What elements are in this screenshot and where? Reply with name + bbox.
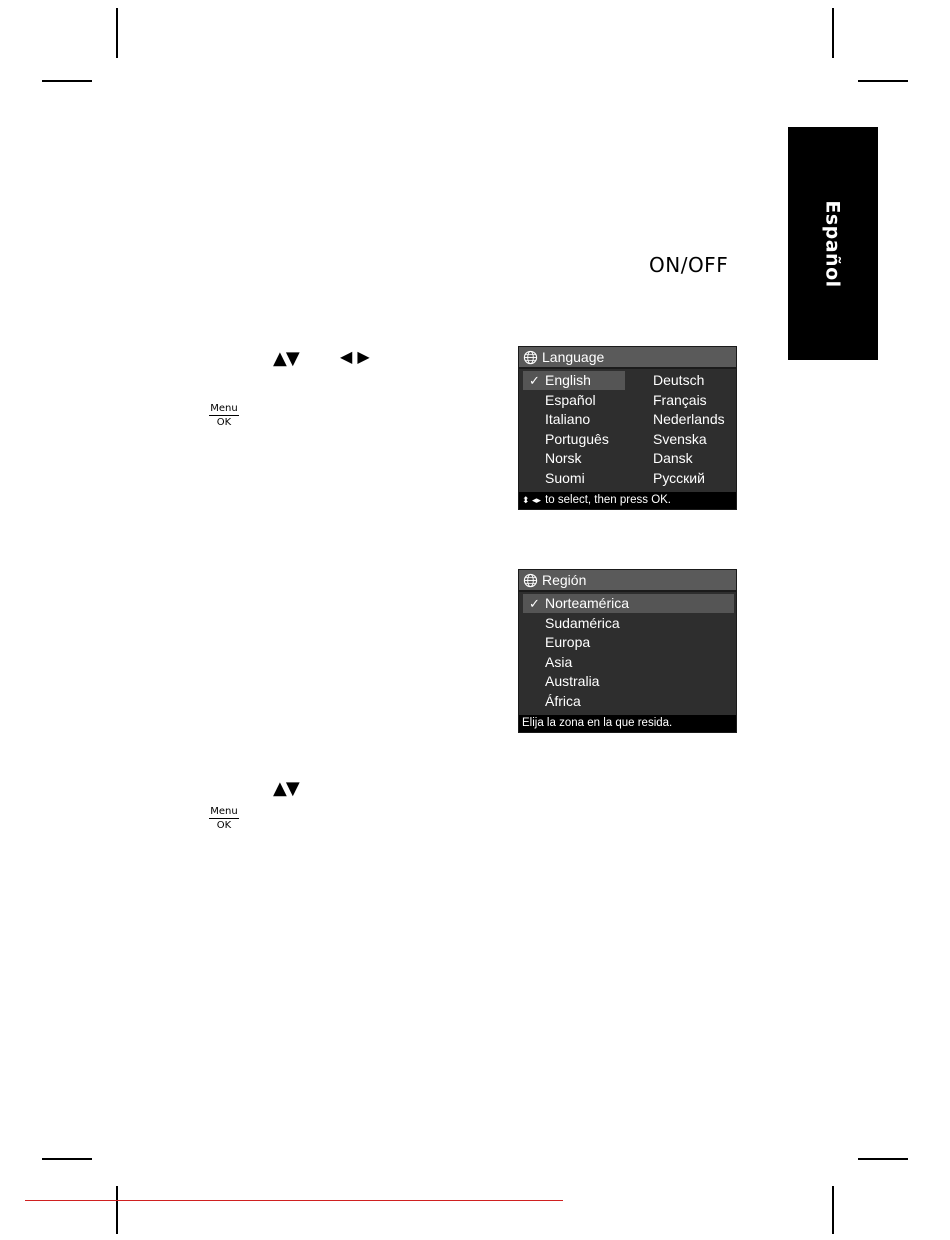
trim-line (25, 1200, 563, 1201)
language-list (519, 369, 736, 492)
checkmark-icon: ✓ (529, 373, 540, 388)
region-screen (518, 569, 737, 733)
region-screen-footer (519, 715, 736, 732)
region-list (519, 592, 736, 715)
ok-label: OK (216, 417, 232, 428)
menu-ok-button-icon (208, 403, 240, 428)
language-item[interactable]: Français (653, 391, 707, 408)
on-off-label: ON/OFF (649, 253, 729, 277)
ok-label: OK (216, 820, 232, 831)
region-screen-title: Región (542, 572, 587, 588)
language-item[interactable]: Español (545, 391, 596, 408)
globe-icon (523, 573, 538, 588)
side-tab-label: Español (822, 199, 844, 288)
language-item[interactable]: Dansk (653, 450, 693, 466)
crop-mark-top-right-horizontal (858, 80, 908, 82)
language-item[interactable]: Norsk (545, 450, 582, 466)
region-item[interactable]: Sudamérica (545, 614, 620, 631)
crop-mark-top-right-vertical (832, 8, 834, 58)
checkmark-icon: ✓ (529, 596, 540, 611)
language-item[interactable]: Nederlands (653, 411, 725, 427)
menu-label: Menu (210, 806, 238, 817)
language-item-english[interactable]: ✓ English (523, 371, 625, 390)
language-screen (518, 346, 737, 510)
language-side-tab (788, 127, 878, 360)
crop-mark-bottom-right-horizontal (858, 1158, 908, 1160)
language-item[interactable]: Deutsch (653, 372, 705, 388)
globe-icon (523, 350, 538, 365)
crop-mark-bottom-left-horizontal (42, 1158, 92, 1160)
language-item[interactable]: Português (545, 430, 609, 447)
region-item[interactable]: África (545, 692, 581, 709)
language-item[interactable]: Svenska (653, 430, 707, 447)
left-right-arrows-icon: ◀ ▶ (340, 347, 370, 366)
region-item[interactable]: Asia (545, 653, 573, 670)
crop-mark-bottom-right-vertical (832, 1186, 834, 1234)
language-screen-footer (519, 492, 736, 509)
language-screen-title-bar (519, 347, 736, 369)
navigation-arrows-icon: ⬍ ◂▸ (522, 495, 542, 505)
language-screen-title: Language (542, 349, 605, 365)
up-down-arrows-icon: ▲▼ (273, 778, 299, 799)
language-footer-text: to select, then press OK. (545, 494, 671, 506)
up-down-arrows-icon: ▲▼ (273, 348, 299, 369)
region-item[interactable]: Europa (545, 634, 591, 650)
menu-label: Menu (210, 403, 238, 414)
language-item[interactable]: Suomi (545, 469, 585, 486)
menu-ok-button-icon (208, 806, 240, 831)
region-footer-text: Elija la zona en la que resida. (522, 717, 673, 729)
language-item[interactable]: Русский (653, 469, 705, 486)
region-screen-title-bar (519, 570, 736, 592)
crop-mark-bottom-left-vertical (116, 1186, 118, 1234)
region-item-norteamerica[interactable]: ✓ Norteamérica (523, 594, 734, 613)
region-item[interactable]: Australia (545, 673, 600, 689)
crop-mark-top-left-horizontal (42, 80, 92, 82)
language-item[interactable]: Italiano (545, 411, 591, 427)
crop-mark-top-left-vertical (116, 8, 118, 58)
